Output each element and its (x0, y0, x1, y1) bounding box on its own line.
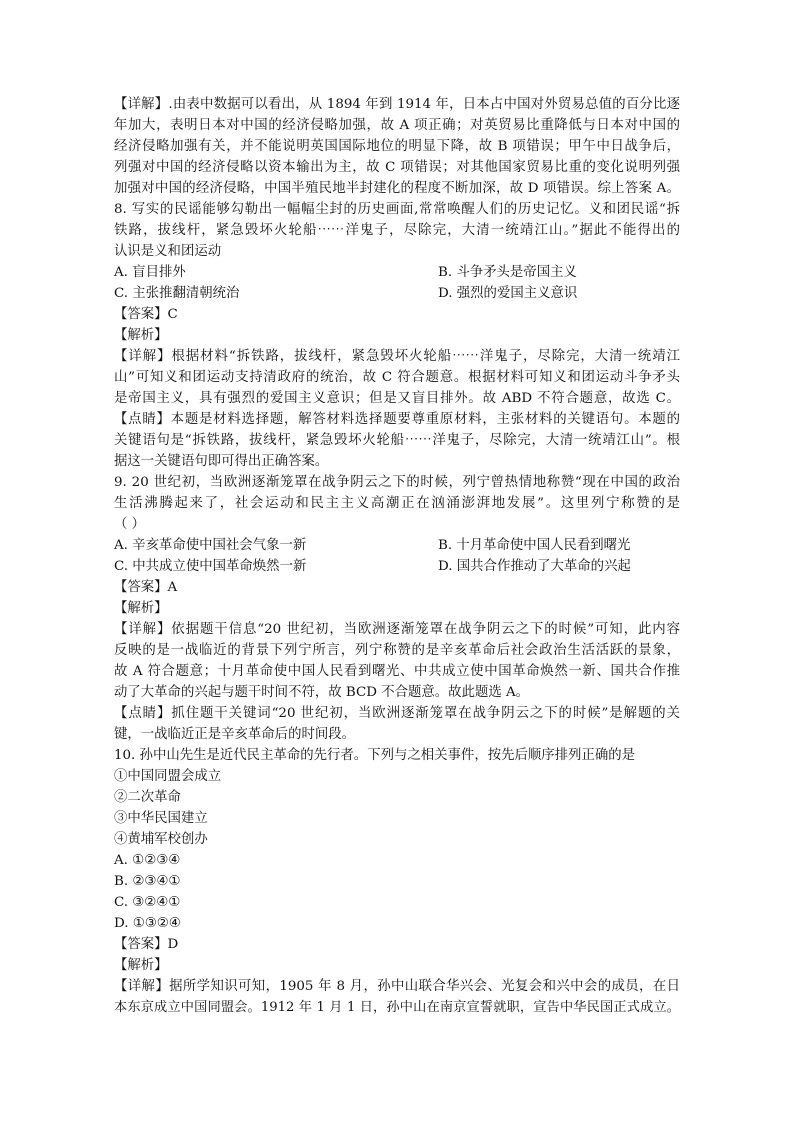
event-item: ②二次革命 (114, 790, 181, 805)
text-line: 故 A 符合题意；十月革命使中国人民看到曙光、中共成立使中国革命焕然一新、国共合作推 (114, 664, 680, 679)
option-d: D. 国共合作推动了大革命的兴起 (438, 559, 631, 574)
event-item: ①中国同盟会成立 (114, 769, 222, 784)
text-line: 认识是义和团运动 (114, 244, 222, 259)
text-line: 键，一战临近正是辛亥革命后的时间段。 (114, 727, 356, 742)
event-item: ④黄埔军校创办 (114, 832, 208, 847)
option-d: D. ①③②④ (114, 916, 181, 931)
text-line: 铁路，拔线杆，紧急毁坏火轮船⋯⋯洋鬼子，尽除完，大清一统靖江山。”据此不能得出的 (114, 223, 680, 238)
text-line: 是帝国主义，具有强烈的爱国主义意识；但是又盲目排外。故 ABD 不符合题意，故选 C。 (114, 391, 680, 406)
text-line: 据这一关键语句即可得出正确答案。 (114, 454, 329, 469)
option-a: A. 辛亥革命使中国社会气象一新 (114, 538, 307, 553)
event-item: ③中华民国建立 (114, 811, 208, 826)
question-8-stem: 8. 写实的民谣能够勾勒出一幅幅尘封的历史画面,常常唤醒人们的历史记忆。义和团民谣“拆 (114, 202, 680, 217)
analysis-label: 【解析】 (114, 328, 168, 343)
text-line: 山”可知义和团运动支持清政府的统治，故 C 符合题意。根据材料可知义和团运动斗争矛头 (114, 370, 680, 385)
question-9-stem: 9. 20 世纪初，当欧洲逐渐笼罩在战争阴云之下的时候，列宁曾热情地称赞“现在中国的政治 (114, 475, 680, 490)
text-line: 关键语句是“拆铁路，拔线杆，紧急毁坏火轮船⋯⋯洋鬼子，尽除完，大清一统靖江山”。根 (114, 433, 680, 448)
option-b: B. 斗争矛头是帝国主义 (438, 265, 577, 280)
answer-label: 【答案】C (114, 307, 178, 322)
text-line: 加强对中国的经济侵略，中国半殖民地半封建化的程度不断加深，故 D 项错误。综上答案 A。 (114, 181, 680, 196)
text-line: 生活沸腾起来了，社会运动和民主主义高潮正在汹涌澎湃地发展”。这里列宁称赞的是 (114, 496, 680, 511)
text-line: 【点睛】抓住题干关键词“20 世纪初，当欧洲逐渐笼罩在战争阴云之下的时候”是解题的关 (114, 706, 680, 721)
option-a: A. ①②③④ (114, 853, 181, 868)
text-line: 反映的是一战临近的背景下列宁所言，列宁称赞的是辛亥革命后社会政治生活活跃的景象， (114, 643, 680, 658)
answer-label: 【答案】D (114, 937, 179, 952)
text-line: 列强对中国的经济侵略以资本输出为主，故 C 项错误；对其他国家贸易比重的变化说明列强 (114, 160, 680, 175)
text-line: 【详解】根据材料“拆铁路，拔线杆，紧急毁坏火轮船⋯⋯洋鬼子，尽除完，大清一统靖江 (114, 349, 680, 364)
text-line: 【详解】依据题干信息“20 世纪初，当欧洲逐渐笼罩在战争阴云之下的时候”可知，此内容 (114, 622, 680, 637)
text-line: 年加大，表明日本对中国的经济侵略加强，故 A 项正确；对英贸易比重降低与日本对中国的 (114, 118, 680, 133)
option-c: C. ③②④① (114, 895, 181, 910)
text-line: 【详解】据所学知识可知，1905 年 8 月，孙中山联合华兴会、光复会和兴中会的成员，在日 (114, 979, 680, 994)
answer-label: 【答案】A (114, 580, 178, 595)
option-b: B. ②③④① (114, 874, 181, 889)
option-d: D. 强烈的爱国主义意识 (438, 286, 578, 301)
analysis-label: 【解析】 (114, 601, 168, 616)
option-c: C. 中共成立使中国革命焕然一新 (114, 559, 307, 574)
text-line: 本东京成立中国同盟会。1912 年 1 月 1 日，孙中山在南京宣誓就职，宣告中华民国正式成立。 (114, 1000, 680, 1015)
option-c: C. 主张推翻清朝统治 (114, 286, 240, 301)
text-line: 【详解】.由表中数据可以看出，从 1894 年到 1914 年，日本占中国对外贸易总值的百分比逐 (114, 97, 680, 112)
text-line: 经济侵略加强有关，并不能说明英国国际地位的明显下降，故 B 项错误；甲午中日战争后， (114, 139, 680, 154)
question-10-stem: 10. 孙中山先生是近代民主革命的先行者。下列与之相关事件，按先后顺序排列正确的是 (114, 748, 636, 763)
option-a: A. 盲目排外 (114, 265, 186, 280)
text-line: 【点睛】本题是材料选择题，解答材料选择题要尊重原材料，主张材料的关键语句。本题的 (114, 412, 680, 427)
text-line: 动了大革命的兴起与题干时间不符，故 BCD 不合题意。故此题选 A。 (114, 685, 530, 700)
answer-blank: （ ） (114, 517, 146, 532)
option-b: B. 十月革命使中国人民看到曙光 (438, 538, 631, 553)
analysis-label: 【解析】 (114, 958, 168, 973)
